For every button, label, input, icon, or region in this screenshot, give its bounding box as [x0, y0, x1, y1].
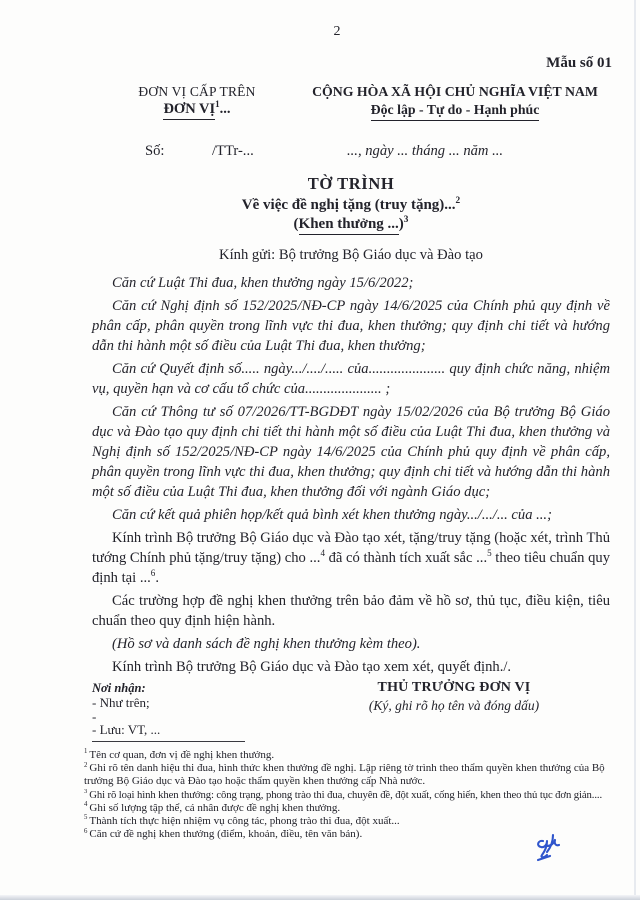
page-number: 2 [333, 24, 341, 39]
paragraph-cac-truong-hop: Các trường hợp đề nghị khen thưởng trên bảo đảm về hồ sơ, thủ tục, điều kiện, tiêu chuẩn theo quy định hiện hành. [92, 593, 610, 629]
national-header: CỘNG HÒA XÃ HỘI CHỦ NGHĨA VIỆT NAM [312, 84, 598, 99]
footnote-2: $^2$ Ghi rõ tên danh hiệu thi đua, hình thức khen thưởng đề nghị. Lập riêng tờ trình theo thẩm quyền khen thưởng của Bộ trưởng Bộ Giáo dục và Đào tạo hoặc thẩm quyền khen thưởng cấp Nhà nước. [84, 761, 605, 788]
issuing-unit: ĐƠN VỊ$^1$... [92, 101, 302, 120]
paragraph-can-cu-luat: Căn cứ Luật Thi đua, khen thưởng ngày 15/6/2022; [112, 275, 414, 291]
handwritten-initials-icon [528, 832, 572, 864]
footnote-separator [92, 741, 245, 742]
document-meta-row [0, 143, 640, 163]
national-header-block [300, 84, 610, 121]
document-subtitle: Về việc đề nghị tặng (truy tặng)...$^2$ [241, 196, 461, 213]
footnote-4: $^4$ Ghi số lượng tập thể, cá nhân được đề nghị khen thưởng. [84, 801, 341, 814]
paragraph-can-cu-nghi-dinh: Căn cứ Nghị định số 152/2025/NĐ-CP ngày 14/6/2025 của Chính phủ quy định về phân cấp, phân quyền trong lĩnh vực thi đua, khen thưởng; quy định chi tiết và hướng dẫn thi hành một số điều của Luật Thi đua, khen thưởng; [92, 298, 610, 354]
scan-edge-bottom [0, 895, 640, 900]
paragraph-can-cu-thong-tu: Căn cứ Thông tư số 07/2026/TT-BGDĐT ngày 15/02/2026 của Bộ trưởng Bộ Giáo dục và Đào tạo quy định chi tiết thi hành một số điều của Luật Thi đua, khen thưởng và Nghị định số 152/2025/NĐ-CP ngày 14/6/2025 của Chính phủ quy định về phân cấp, phân quyền trong lĩnh vực thi đua, khen thưởng; quy định chi tiết và hướng dẫn thi hành một số điều của Luật Thi đua, khen thưởng đối với ngành Giáo dục; [92, 404, 610, 500]
footnote-5: $^5$ Thành tích thực hiện nhiệm vụ công tác, phong trào thi đua, đột xuất... [84, 814, 400, 828]
recipients-block [92, 681, 292, 737]
award-type-line: (Khen thưởng ...)$^3$ [92, 216, 610, 235]
signer-title: THỦ TRƯỞNG ĐƠN VỊ [377, 680, 531, 695]
footnote-6: $^6$ Căn cứ đề nghị khen thưởng (điểm, khoản, điều, tên văn bản). [84, 827, 363, 841]
paragraph-kinh-trinh-xet: Kính trình Bộ trưởng Bộ Giáo dục và Đào tạo xét, tặng/truy tặng (hoặc xét, trình Thủ tướng Chính phủ tặng/truy tặng) cho ...$^4$ đã có thành tích xuất sắc ...$^5$ theo tiêu chuẩn quy định tại ...$^6$. [92, 530, 610, 586]
footnote-1: $^1$ Tên cơ quan, đơn vị đề nghị khen thưởng. [84, 748, 275, 761]
recipient-item: - Lưu: VT, ... [92, 722, 161, 737]
salutation: Kính gửi: Bộ trưởng Bộ Giáo dục và Đào tạo [219, 247, 483, 263]
signer-block [344, 680, 564, 714]
document-title: TỜ TRÌNH [307, 174, 395, 193]
recipients-label: Nơi nhận: [92, 681, 146, 695]
scan-edge-right [634, 0, 636, 895]
paragraph-kinh-trinh-xem-xet: Kính trình Bộ trưởng Bộ Giáo dục và Đào tạo xem xét, quyết định./. [112, 659, 512, 675]
issuing-unit-parent: ĐƠN VỊ CẤP TRÊN [138, 84, 256, 99]
date-line: ..., ngày ... tháng ... năm ... [347, 143, 504, 159]
document-body [92, 273, 610, 680]
paragraph-can-cu-quyet-dinh: Căn cứ Quyết định số..... ngày.../..../..... của..................... quy định chức năng, nhiệm vụ, quyền hạn và cơ cấu tổ chức của..................... ; [92, 361, 610, 397]
recipient-item: - [92, 708, 97, 724]
recipient-item: - Như trên; [92, 695, 150, 710]
form-number-label: Mẫu số 01 [546, 55, 612, 71]
document-number-label: Số: [145, 143, 165, 159]
issuing-unit-block [92, 84, 302, 120]
paragraph-can-cu-ket-qua: Căn cứ kết quả phiên họp/kết quả bình xét khen thưởng ngày.../.../... của ...; [112, 507, 552, 523]
footnotes-block [84, 749, 614, 841]
national-motto: Độc lập - Tự do - Hạnh phúc [300, 102, 610, 121]
handwritten-initials [528, 832, 572, 864]
paragraph-ho-so-kem-theo: (Hồ sơ và danh sách đề nghị khen thưởng kèm theo). [112, 636, 421, 652]
document-title-block [92, 174, 610, 235]
footnote-3: $^3$ Ghi rõ loại hình khen thưởng: công trạng, phong trào thi đua, chuyên đề, đột xuất, cống hiến, khen theo thủ tục đơn giản.... [84, 788, 603, 801]
signer-note: (Ký, ghi rõ họ tên và đóng dấu) [368, 698, 540, 713]
document-number-value: /TTr-... [212, 143, 254, 159]
